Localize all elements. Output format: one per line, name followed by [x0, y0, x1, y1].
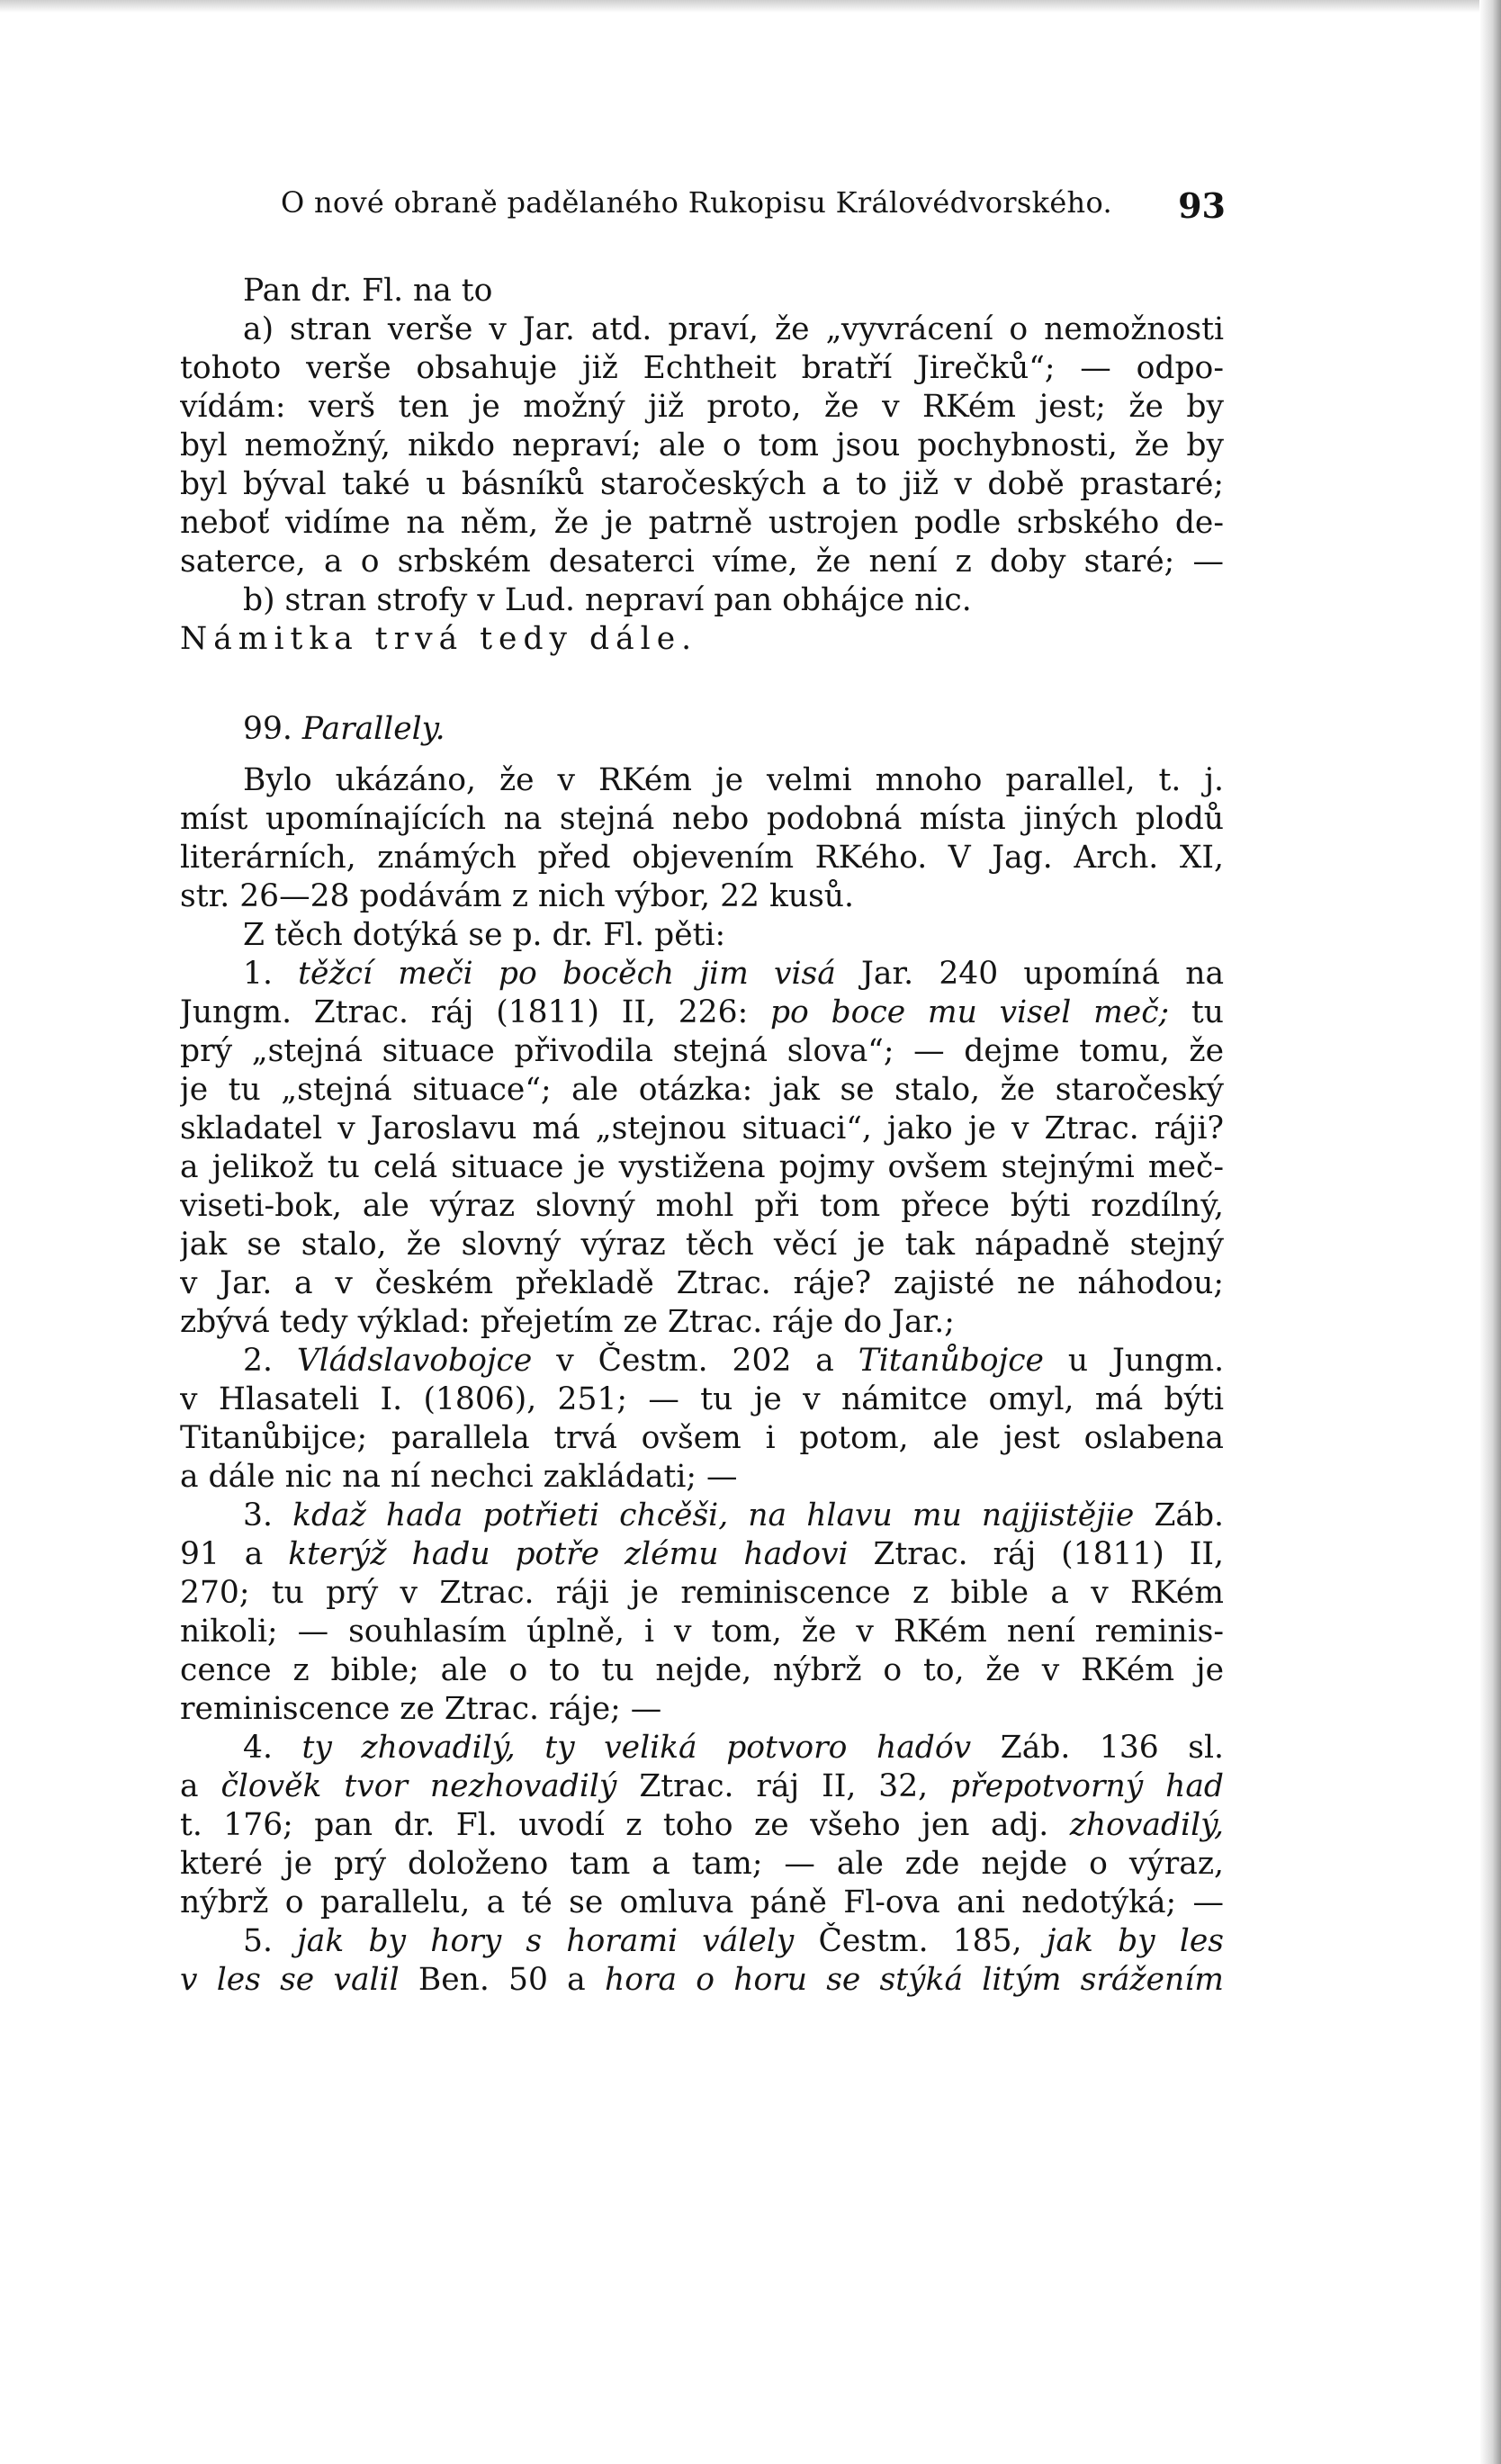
section-heading	[180, 710, 1224, 749]
text-line: Bylo ukázáno, že v RKém je velmi mnoho parallel, t. j.	[243, 762, 1224, 798]
text-line: je tu „stejná situace“; ale otázka: jak se stalo, že staročeský	[180, 1072, 1224, 1108]
list-item-3: 3. kdaž hada potřieti chcěši, na hlavu mu najjistějie Záb.	[243, 1497, 1224, 1533]
quote: těžcí meči po bocěch jim visá	[298, 956, 836, 992]
page-header	[281, 185, 1226, 236]
text-line: reminiscence ze Ztrac. ráje; —	[180, 1691, 662, 1727]
quote: jak by hory s horami válely	[297, 1923, 795, 1959]
quote: jak by les	[1046, 1923, 1224, 1959]
text-line: zbývá tedy výklad: přejetím ze Ztrac. ráje do Jar.;	[180, 1304, 955, 1340]
quote: přepotvorný had	[950, 1768, 1224, 1804]
section-number: 99.	[243, 711, 292, 747]
list-item-2: 2. Vládslavobojce v Čestm. 202 a Titanůbojce u Jungm.	[243, 1343, 1224, 1379]
quote: hora o horu se stýká litým srážením	[604, 1962, 1224, 1998]
text-line: prý „stejná situace přivodila stejná slova“; — dejme tomu, že	[180, 1033, 1224, 1069]
text-line: míst upomínajících na stejná nebo podobná místa jiných plodů	[180, 801, 1224, 837]
text-line: a člověk tvor nezhovadilý Ztrac. ráj II, 32, přepotvorný had	[180, 1768, 1224, 1804]
quote: kterýž hadu potře zlému hadovi	[288, 1536, 849, 1572]
text-line: jak se stalo, že slovný výraz těch věcí je tak nápadně stejný	[180, 1227, 1224, 1263]
text-line: Pan dr. Fl. na to	[243, 273, 493, 309]
quote: ty zhovadilý, ty veliká potvoro hadóv	[301, 1730, 972, 1766]
text-line: nýbrž o parallelu, a té se omluva páně Fl-ova ani nedotýká; —	[180, 1884, 1224, 1920]
text-line: které je prý doloženo tam a tam; — ale zde nejde o výraz,	[180, 1846, 1224, 1882]
text-line: v les se valil Ben. 50 a hora o horu se stýká litým srážením	[180, 1962, 1224, 1998]
quote: Vládslavobojce	[296, 1343, 533, 1379]
page-right-edge	[1479, 0, 1501, 2464]
running-title: O nové obraně padělaného Rukopisu Královédvorského.	[281, 185, 1112, 220]
text-line: Titanůbijce; parallela trvá ovšem i potom, ale jest oslabena	[180, 1420, 1224, 1456]
quote: zhovadilý,	[1069, 1807, 1224, 1843]
section-title: Parallely.	[301, 711, 445, 747]
list-item-5: 5. jak by hory s horami válely Čestm. 185, jak by les	[243, 1923, 1224, 1959]
text-line: viseti-bok, ale výraz slovný mohl při tom přece býti rozdílný,	[180, 1188, 1224, 1224]
list-item-1: 1. těžcí meči po bocěch jim visá Jar. 240 upomíná na	[243, 956, 1224, 992]
text-line: tohoto verše obsahuje již Echtheit bratří Jirečků“; — odpo-	[180, 350, 1224, 386]
text-line: Z těch dotýká se p. dr. Fl. pěti:	[243, 917, 726, 953]
text-line: byl nemožný, nikdo nepraví; ale o tom jsou pochybnosti, že by	[180, 427, 1224, 463]
conclusion-line: Námitka trvá tedy dále.	[180, 621, 698, 657]
page-top-edge	[0, 0, 1501, 13]
text-line: cence z bible; ale o to tu nejde, nýbrž o to, že v RKém je	[180, 1652, 1224, 1688]
text-line: v Jar. a v českém překladě Ztrac. ráje? zajisté ne náhodou;	[180, 1265, 1224, 1301]
text-line: nikoli; — souhlasím úplně, i v tom, že v RKém není reminis-	[180, 1614, 1224, 1650]
quote: člověk tvor nezhovadilý	[220, 1768, 617, 1804]
list-item-4: 4. ty zhovadilý, ty veliká potvoro hadóv Záb. 136 sl.	[243, 1730, 1224, 1766]
text-line: 91 a kterýž hadu potře zlému hadovi Ztrac. ráj (1811) II,	[180, 1536, 1224, 1572]
text-line: str. 26—28 podávám z nich výbor, 22 kusů.	[180, 878, 854, 914]
text-line: b) stran strofy v Lud. nepraví pan obhájce nic.	[243, 582, 972, 618]
text-line: vídám: verš ten je možný již proto, že v RKém jest; že by	[180, 389, 1224, 425]
text-line: byl býval také u básníků staročeských a to již v době prastaré;	[180, 466, 1224, 502]
quote: kdaž hada potřieti chcěši, na hlavu mu najjistějie	[292, 1497, 1135, 1533]
quote: v les se valil	[180, 1962, 400, 1998]
quote: Titanůbojce	[858, 1343, 1044, 1379]
text-line: a dále nic na ní nechci zakládati; —	[180, 1459, 738, 1495]
text-line: v Hlasateli I. (1806), 251; — tu je v námitce omyl, má býti	[180, 1381, 1224, 1417]
page-body	[180, 272, 1224, 2000]
text-line: literárních, známých před objevením RKého. V Jag. Arch. XI,	[180, 840, 1224, 876]
page-number: 93	[1178, 185, 1226, 226]
text-line: saterce, a o srbském desaterci víme, že není z doby staré; —	[180, 544, 1224, 580]
text-line: 270; tu prý v Ztrac. ráji je reminiscence z bible a v RKém	[180, 1575, 1224, 1611]
text-line: a jelikož tu celá situace je vystižena pojmy ovšem stejnými meč-	[180, 1149, 1224, 1185]
text-line: t. 176; pan dr. Fl. uvodí z toho ze všeho jen adj. zhovadilý,	[180, 1807, 1224, 1843]
section-gap	[180, 659, 1224, 697]
text-line: Jungm. Ztrac. ráj (1811) II, 226: po boce mu visel meč; tu	[180, 994, 1224, 1030]
quote: po boce mu visel meč;	[769, 994, 1170, 1030]
text-line: neboť vidíme na něm, že je patrně ustrojen podle srbského de-	[180, 505, 1224, 541]
text-line: a) stran verše v Jar. atd. praví, že „vyvrácení o nemožnosti	[243, 311, 1224, 347]
text-line: skladatel v Jaroslavu má „stejnou situaci“, jako je v Ztrac. ráji?	[180, 1111, 1224, 1147]
